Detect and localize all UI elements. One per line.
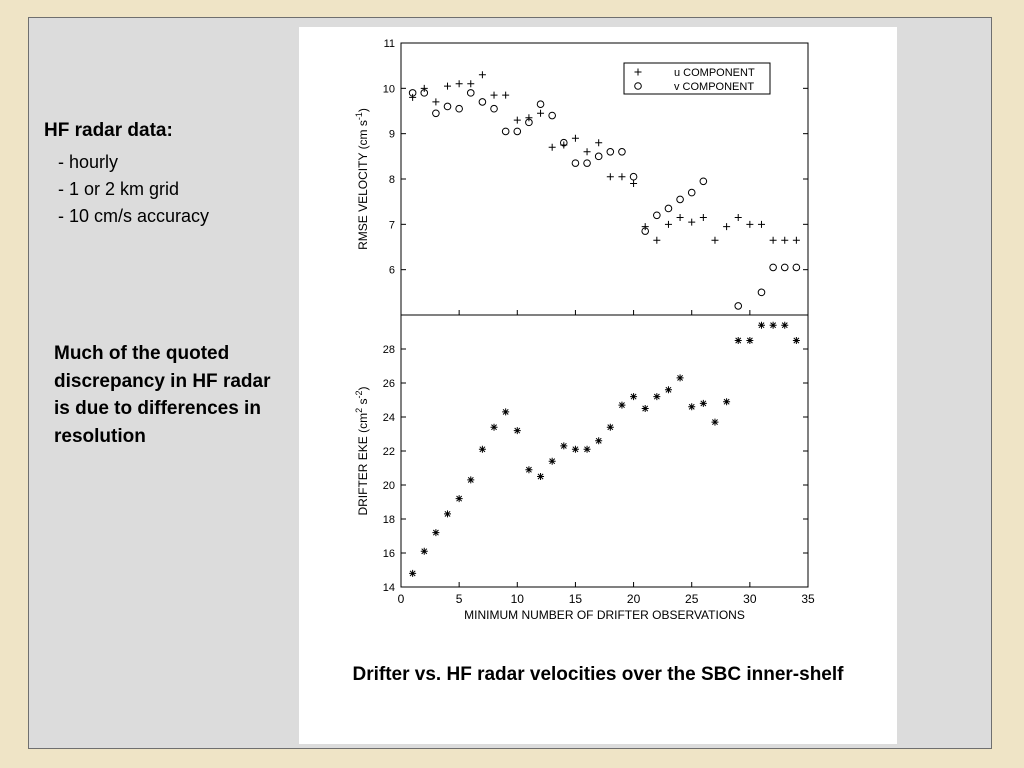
- data-point-eke: [781, 322, 788, 329]
- figure-caption: Drifter vs. HF radar velocities over the SBC inner-shelf: [352, 664, 844, 685]
- data-point-eke: [525, 466, 532, 473]
- data-point-eke: [630, 393, 637, 400]
- data-point-u: [537, 110, 544, 117]
- data-point-eke: [793, 337, 800, 344]
- data-point-v: [688, 189, 695, 196]
- data-point-u: [456, 80, 463, 87]
- data-point-u: [653, 237, 660, 244]
- y-tick-label: 26: [382, 378, 395, 390]
- data-point-u: [781, 237, 788, 244]
- data-point-v: [619, 149, 626, 156]
- data-point-eke: [665, 386, 672, 393]
- bullet-hourly: - hourly: [58, 152, 119, 172]
- bullet-accuracy: - 10 cm/s accuracy: [58, 206, 210, 226]
- data-point-eke: [700, 400, 707, 407]
- legend-label: u COMPONENT: [674, 67, 755, 79]
- data-point-v: [758, 289, 765, 296]
- data-point-eke: [479, 446, 486, 453]
- data-point-u: [514, 117, 521, 124]
- data-point-eke: [746, 337, 753, 344]
- data-point-u: [793, 237, 800, 244]
- data-point-u: [584, 148, 591, 155]
- discrepancy-note: Much of the quoted discrepancy in HF radar is due to differences in resolution: [54, 343, 271, 447]
- x-tick-label: 35: [801, 592, 815, 606]
- data-point-v: [630, 173, 637, 180]
- data-point-eke: [688, 403, 695, 410]
- data-point-eke: [409, 570, 416, 577]
- data-point-v: [549, 112, 556, 119]
- data-point-eke: [653, 393, 660, 400]
- data-point-eke: [607, 424, 614, 431]
- data-point-v: [595, 153, 602, 160]
- y-tick-label: 18: [382, 514, 395, 526]
- y-tick-label: 16: [382, 548, 395, 560]
- data-point-v: [467, 90, 474, 97]
- data-point-u: [688, 219, 695, 226]
- data-point-v: [770, 264, 777, 271]
- x-tick-label: 25: [685, 592, 699, 606]
- data-point-u: [502, 92, 509, 99]
- y-tick-label: 9: [388, 128, 395, 141]
- data-point-eke: [456, 495, 463, 502]
- y-tick-label: 11: [383, 38, 395, 50]
- data-point-eke: [502, 408, 509, 415]
- bullet-grid: - 1 or 2 km grid: [58, 179, 180, 199]
- data-point-v: [735, 303, 742, 310]
- data-point-eke: [677, 374, 684, 381]
- data-point-eke: [549, 458, 556, 465]
- data-point-u: [665, 221, 672, 228]
- data-point-u: [746, 221, 753, 228]
- y-tick-label: 6: [388, 264, 395, 277]
- data-point-eke: [491, 424, 498, 431]
- y-tick-label: 22: [382, 446, 395, 458]
- data-point-u: [700, 214, 707, 221]
- data-point-eke: [572, 446, 579, 453]
- x-tick-label: 10: [510, 592, 524, 606]
- data-point-v: [677, 196, 684, 203]
- drifter-eke-panel: [354, 315, 815, 622]
- data-point-v: [584, 160, 591, 167]
- y-tick-label: 28: [382, 344, 395, 356]
- axis-label-part: -2: [354, 390, 364, 399]
- data-point-v: [444, 103, 451, 110]
- data-point-u: [467, 80, 474, 87]
- data-point-v: [793, 264, 800, 271]
- data-point-eke: [584, 446, 591, 453]
- data-point-u: [444, 83, 451, 90]
- data-point-eke: [560, 442, 567, 449]
- axis-label-part: RMSE VELOCITY (cm s: [356, 120, 370, 250]
- data-point-eke: [467, 476, 474, 483]
- x-tick-label: 20: [626, 592, 641, 606]
- data-point-u: [618, 173, 625, 180]
- y-tick-label: 20: [382, 480, 395, 492]
- data-point-eke: [444, 510, 451, 517]
- data-point-v: [665, 205, 672, 212]
- legend-label: v COMPONENT: [674, 81, 755, 93]
- axis-label-part: -1: [354, 112, 364, 121]
- y-tick-label: 24: [382, 412, 395, 424]
- y-tick-label: 8: [388, 174, 395, 186]
- data-point-v: [514, 128, 521, 135]
- data-point-u: [723, 223, 730, 230]
- data-point-eke: [432, 529, 439, 536]
- plot-frame: [401, 315, 808, 587]
- data-point-eke: [595, 437, 602, 444]
- y-tick-label: 7: [388, 219, 395, 232]
- data-point-v: [654, 212, 661, 219]
- data-point-eke: [758, 322, 765, 329]
- data-point-eke: [421, 548, 428, 555]
- x-axis-label: MINIMUM NUMBER OF DRIFTER OBSERVATIONS: [464, 608, 745, 622]
- data-point-v: [433, 110, 440, 117]
- data-point-u: [491, 92, 498, 99]
- x-tick-label: 30: [743, 592, 757, 606]
- data-point-u: [479, 71, 486, 78]
- rmse-velocity-panel: [354, 38, 808, 315]
- data-point-v: [491, 105, 498, 112]
- y-axis-label: [354, 108, 370, 250]
- data-point-u: [432, 98, 439, 105]
- data-point-eke: [514, 427, 521, 434]
- data-point-u: [758, 221, 765, 228]
- data-point-v: [479, 99, 486, 106]
- data-point-eke: [642, 405, 649, 412]
- data-point-u: [595, 139, 602, 146]
- data-point-u: [572, 135, 579, 142]
- y-tick-label: 14: [382, 582, 395, 594]
- data-point-v: [537, 101, 544, 108]
- x-tick-label: 5: [455, 592, 463, 606]
- data-point-eke: [735, 337, 742, 344]
- data-point-v: [781, 264, 788, 271]
- drifter-radar-chart: [299, 27, 897, 637]
- data-point-v: [607, 149, 614, 156]
- axis-label-part: 2: [354, 407, 364, 413]
- data-point-v: [456, 105, 463, 112]
- data-point-v: [572, 160, 579, 167]
- data-point-u: [549, 144, 556, 151]
- data-point-u: [711, 237, 718, 244]
- axis-label-part: ): [356, 108, 370, 113]
- data-point-eke: [770, 322, 777, 329]
- data-point-eke: [537, 473, 544, 480]
- data-point-v: [700, 178, 707, 185]
- data-point-u: [607, 173, 614, 180]
- data-point-u: [770, 237, 777, 244]
- data-point-eke: [711, 419, 718, 426]
- y-tick-label: 10: [382, 83, 395, 96]
- data-point-eke: [723, 398, 730, 405]
- x-tick-label: 15: [568, 592, 583, 606]
- axis-label-part: ): [356, 386, 370, 391]
- data-point-u: [735, 214, 742, 221]
- data-point-v: [502, 128, 509, 135]
- hf-radar-heading: HF radar data:: [44, 120, 173, 141]
- data-point-u: [677, 214, 684, 221]
- axis-label-part: s: [356, 398, 370, 408]
- x-tick-label: 0: [397, 592, 405, 606]
- hf-radar-bullet-list: [58, 149, 209, 230]
- data-point-u: [630, 180, 637, 187]
- y-axis-label: [354, 386, 370, 515]
- axis-label-part: DRIFTER EKE (cm: [356, 412, 370, 516]
- data-point-eke: [618, 402, 625, 409]
